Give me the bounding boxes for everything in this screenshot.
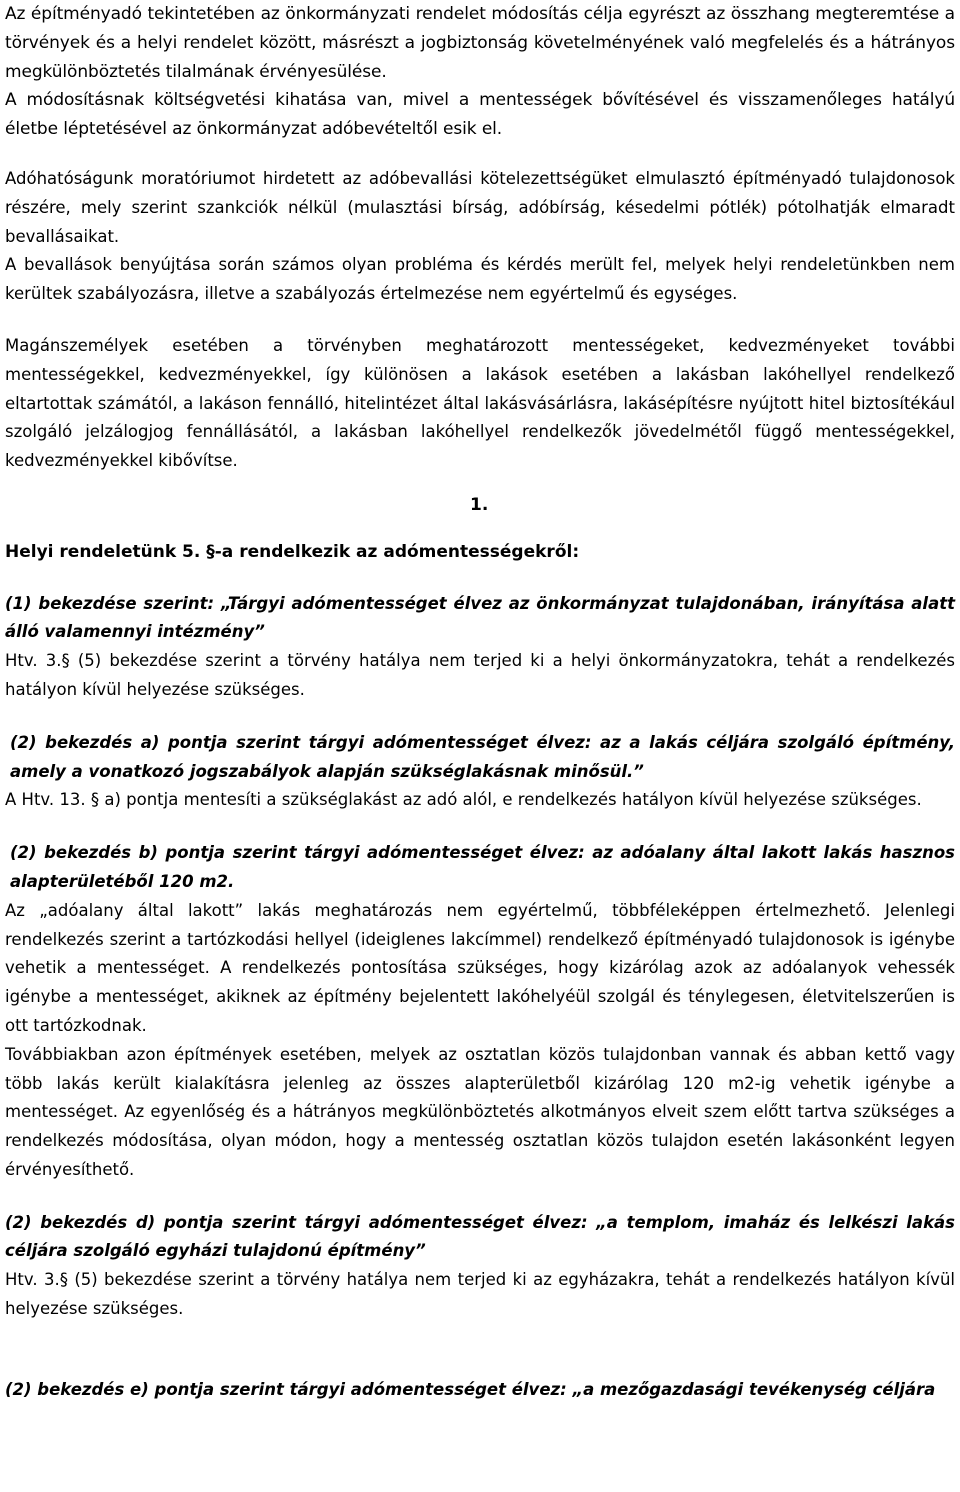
item-2a-title: (2) bekezdés a) pontja szerint tárgyi adómentességet élvez: az a lakás céljára szolgáló építmény, amely a vonatkozó jogszabályok alapján szükséglakásnak minősül.”	[10, 732, 955, 781]
item-2b-text-2: Továbbiakban azon építmények esetében, melyek az osztatlan közös tulajdonban vannak és abban kettő vagy több lakás került kialakításra jelenleg az összes alapterületből kizárólag 120 m2-ig vehetik igénybe a mentességet. Az egyenlőség és a hátrányos megkülönböztetés alkotmányos elveit szem előtt tartva szükséges a rendelkezés módosítása, olyan módon, hogy a mentesség osztatlan közös tulajdon esetén lakásonként legyen érvényesíthető.	[5, 1044, 955, 1179]
paragraph-moratorium: Adóhatóságunk moratóriumot hirdetett az adóbevallási kötelezettségüket elmulasztó építményadó tulajdonosok részére, mely szerint szankciók nélkül (mulasztási bírság, adóbírság, késedelmi pótlék) pótolhatják elmaradt bevallásaikat.	[5, 168, 955, 246]
item-2b-text-1: Az „adóalany által lakott” lakás meghatározás nem egyértelmű, többféleképpen értelmezhető. Jelenlegi rendelkezés szerint a tartózkodási hellyel (ideiglenes lakcímmel) rendelkező építményadó tulajdonosok is igénybe vehetik a mentességet. A rendelkezés pontosítása szükséges, hogy kizárólag azok az adóalanyok vehessék igénybe a mentességet, akiknek az építmény bejelentett lakóhelyéül szolgál és ténylegesen, életvitelszerűen is ott tartózkodnak.	[5, 900, 955, 1035]
paragraph-intro: Az építményadó tekintetében az önkormányzati rendelet módosítás célja egyrészt az összhang megteremtése a törvények és a helyi rendelet között, másrészt a jogbiztonság követelményének való megfelelés és a hátrányos megkülönböztetés tilalmának érvényesülése.	[5, 4, 955, 82]
section-number: 1.	[470, 494, 489, 515]
section-heading: Helyi rendeletünk 5. §-a rendelkezik az adómentességekről:	[5, 541, 580, 562]
item-1-text: Htv. 3.§ (5) bekezdése szerint a törvény hatálya nem terjed ki a helyi önkormányzatokra, tehát a rendelkezés hatályon kívül helyezése szükséges.	[5, 651, 955, 699]
item-2b-title: (2) bekezdés b) pontja szerint tárgyi adómentességet élvez: az adóalany által lakott lakás hasznos alapterületéből 120 m2.	[10, 843, 955, 891]
item-2a-text: A Htv. 13. § a) pontja mentesíti a szükséglakást az adó alól, e rendelkezés hatályon kívül helyezése szükséges.	[5, 790, 922, 810]
paragraph-problems: A bevallások benyújtása során számos olyan probléma és kérdés merült fel, melyek helyi rendeletünkben nem kerültek szabályozásra, illetve a szabályozás értelmezése nem egyértelmű és egységes.	[5, 255, 955, 304]
item-1-title: (1) bekezdése szerint: „Tárgyi adómentességet élvez az önkormányzat tulajdonában, irányítása alatt álló valamennyi intézmény”	[5, 593, 955, 642]
paragraph-budget-impact: A módosításnak költségvetési kihatása van, mivel a mentességek bővítésével és visszamenőleges hatályú életbe léptetésével az önkormányzat adóbevételtől esik el.	[5, 90, 955, 140]
item-2e-title: (2) bekezdés e) pontja szerint tárgyi adómentességet élvez: „a mezőgazdasági tevékenység céljára	[5, 1379, 936, 1399]
paragraph-private-persons: Magánszemélyek esetében a törvényben meghatározott mentességeket, kedvezményeket további mentességekkel, kedvezményekkel, így különösen a lakások esetében a lakásban lakóhellyel rendelkező eltartottak számától, a lakáson fennálló, hitelintézet által lakásvásárlásra, lakásépítésre nyújtott hitel biztosítékául szolgáló jelzálogjog fennállásától, a lakásban lakóhellyel rendelkezők jövedelmétől függő mentességekkel, kedvezményekkel kibővítse.	[5, 335, 955, 471]
item-2d-title: (2) bekezdés d) pontja szerint tárgyi adómentességet élvez: „a templom, imaház és lelkészi lakás céljára szolgáló egyházi tulajdonú építmény”	[5, 1212, 955, 1261]
item-2d-text: Htv. 3.§ (5) bekezdése szerint a törvény hatálya nem terjed ki az egyházakra, tehát a rendelkezés hatályon kívül helyezése szükséges.	[5, 1270, 955, 1319]
